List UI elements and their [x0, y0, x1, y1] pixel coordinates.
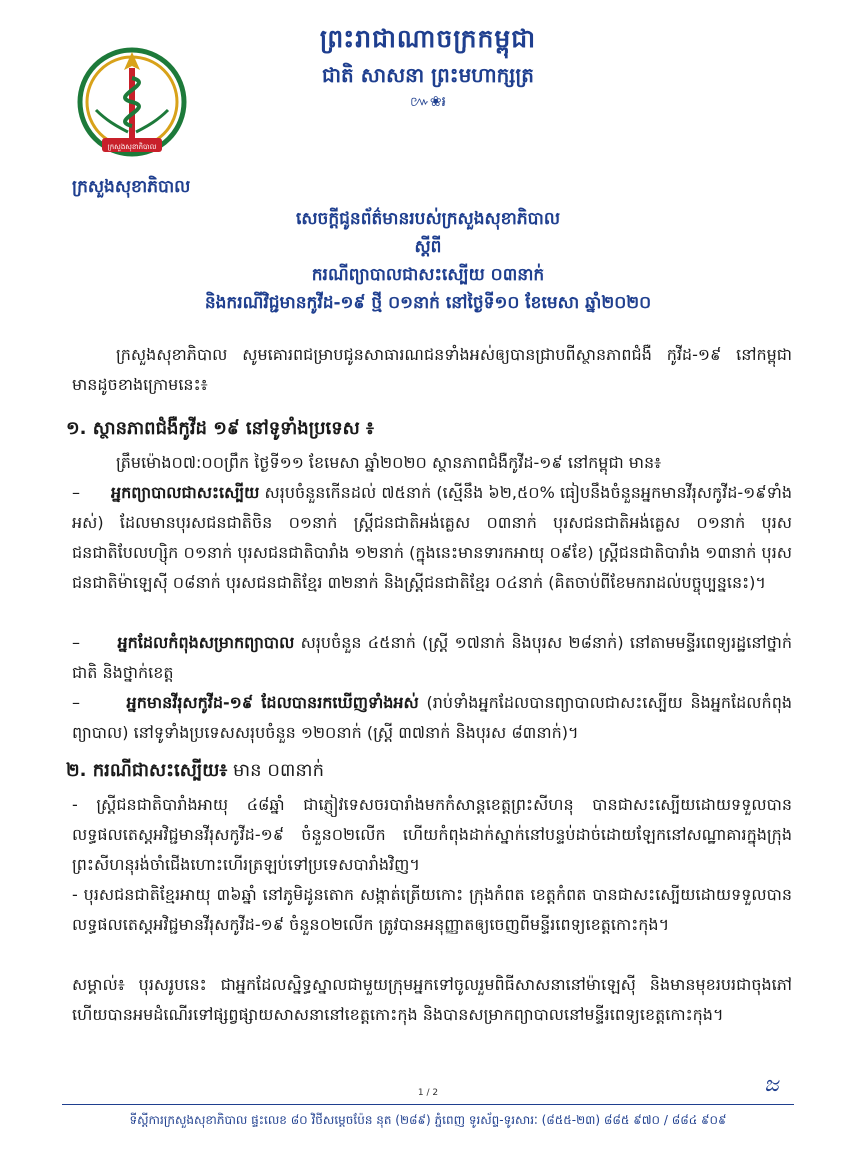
- bullet-recovered-label: អ្នកព្យាបាលជាសះស្បើយ: [110, 483, 260, 502]
- page-number: 1 / 2: [417, 1088, 439, 1098]
- title-regarding: ស្តីពី: [414, 237, 442, 257]
- footer-address: ទីស្តីការក្រសួងសុខាភិបាល ផ្ទះលេខ ៨០ វិថីសម្តេចប៉ែន នុត (២៨៩) ភ្នំពេញ ទូរស័ព្ទ-ទូរសារៈ (៨៥៥-២៣) ៨៨៥ ៩៧០ / ៨៨៤ ៩០៩: [129, 1113, 727, 1127]
- section1-heading: ១. ស្ថានភាពជំងឺកូវីដ ១៩ នៅទូទាំងប្រទេស ៖: [66, 418, 374, 439]
- header-ornament: ៚❀៛: [410, 94, 446, 110]
- ministry-logo: [76, 40, 188, 168]
- footer-divider: [62, 1104, 794, 1105]
- bullet-in-treatment-text: សរុបចំនួន ៤៥នាក់ (ស្ត្រី ១៧នាក់ និងបុរស ២៨នាក់) នៅតាមមន្ទីរពេទ្យរដ្ឋនៅថ្នាក់ជាតិ និងថ្នាក់ខេត្ត: [72, 633, 793, 682]
- kingdom-title: ព្រះរាជាណាចក្រកម្ពុជា: [319, 24, 537, 53]
- bullet-total-cases: [72, 688, 792, 748]
- case-paragraph-2: - បុរសជនជាតិខ្មែរអាយុ ៣៦ឆ្នាំ នៅភូមិដូនតោក សង្កាត់ត្រើយកោះ ក្រុងកំពត ខេត្តកំពត បានជាសះស្បើយដោយទទួលបានលទ្ធផលតេស្តអវិជ្ជមានវីរុសកូវីដ-១៩ ចំនួន០២លើក ត្រូវបានអនុញ្ញាតឲ្យចេញពីមន្ទីរពេទ្យខេត្តកោះកុង។: [72, 885, 792, 934]
- title-subject-new-case: និងករណីវិជ្ជមានកូវីដ-១៩ ថ្មី ០១នាក់ នៅថ្ងៃទី១០ ខែមេសា ឆ្នាំ២០២០: [204, 293, 652, 313]
- bullet-total-cases-text: (រាប់ទាំងអ្នកដែលបានព្យាបាលជាសះស្បើយ និងអ្នកដែលកំពុងព្យាបាល) នៅទូទាំងប្រទេសសរុបចំនួន ១២០នាក់ (ស្ត្រី ៣៧នាក់ និងបុរស ៨៣នាក់)។: [72, 693, 793, 742]
- bullet-dash: –: [72, 693, 80, 712]
- press-release-title: សេចក្តីជូនព័ត៌មានរបស់ក្រសួងសុខាភិបាល: [295, 209, 561, 229]
- national-motto: ជាតិ សាសនា ព្រះមហាក្សត្រ: [322, 63, 534, 87]
- section2-heading: [66, 758, 324, 785]
- title-subject-recovered: ករណីព្យាបាលជាសះស្បើយ ០៣នាក់: [311, 265, 545, 285]
- section1-lead: ត្រឹមម៉ោង០៧:០០ព្រឹក ថ្ងៃទី១១ ខែមេសា ឆ្នាំ២០២០ ស្ថានភាពជំងឺកូវីដ-១៩ នៅកម្ពុជា មាន៖: [116, 453, 662, 472]
- bullet-in-treatment-label: អ្នកដែលកំពុងសម្រាកព្យាបាល: [117, 633, 295, 652]
- bullet-dash: –: [72, 483, 80, 502]
- logo-caption: ក្រសួងសុខាភិបាល: [107, 143, 157, 151]
- case-paragraph-1: - ស្ត្រីជនជាតិបារាំងអាយុ ៤៨ឆ្នាំ ជាភ្ញៀវទេសចរបារាំងមកកំសាន្តខេត្តព្រះសីហនុ បានជាសះស្បើយដោយទទួលបានលទ្ធផលតេស្តអវិជ្ជមានវីរុសកូវីដ-១៩ ចំនួន០២លើក ហើយកំពុងដាក់ស្នាក់នៅបន្ទប់ដាច់ដោយឡែកនៅសណ្ឋាគារក្នុងក្រុងព្រះសីហនុរង់ចាំជើងហោះហើរត្រឡប់ទៅប្រទេសបារាំងវិញ។: [72, 795, 792, 874]
- section2-heading-label: ២. ករណីជាសះស្បើយ៖: [66, 760, 228, 781]
- case-note: សម្គាល់៖ បុរសរូបនេះ ជាអ្នកដែលស្និទ្ធស្នាលជាមួយក្រុមអ្នកទៅចូលរួមពិធីសាសនានៅម៉ាឡេស៊ី និងមានមុខរបរជាចុងភៅ ហើយបានអមដំណើរទៅផ្សព្វផ្សាយសាសនានៅខេត្តកោះកុង និងបានសម្រាកព្យាបាលនៅមន្ទីរពេទ្យខេត្តកោះកុង។: [72, 975, 792, 1024]
- initial-signature: ಜ: [764, 1072, 779, 1097]
- bullet-total-cases-label: អ្នកមានវីរុសកូវីដ-១៩ ដែលបានរកឃើញទាំងអស់: [126, 693, 419, 712]
- bullet-recovered: [72, 478, 792, 598]
- bullet-dash: –: [72, 633, 80, 652]
- intro-paragraph: ក្រសួងសុខាភិបាល សូមគោរពជម្រាបជូនសាធារណជនទាំងអស់ឲ្យបានជ្រាបពីស្ថានភាពជំងឺ កូវីដ-១៩ នៅកម្ពុជា មានដូចខាងក្រោមនេះ៖: [72, 345, 792, 394]
- bullet-recovered-text: សរុបចំនួនកើនដល់ ៧៥នាក់ (ស្មើនឹង ៦២,៥០% ធៀបនឹងចំនួនអ្នកមានវីរុសកូវីដ-១៩ទាំងអស់) ដែលមានបុរសជនជាតិចិន ០១នាក់ ស្ត្រីជនជាតិអង់គ្លេស ០៣នាក់ បុរសជនជាតិអង់គ្លេស ០១នាក់ បុរសជនជាតិបែលហ្ស៊ិក ០១នាក់ បុរសជនជាតិបារាំង ១២នាក់ (ក្នុងនេះមានទារកអាយុ ០៩ខែ) ស្ត្រីជនជាតិបារាំង ១៣នាក់ បុរសជនជាតិម៉ាឡេស៊ី ០៨នាក់ បុរសជនជាតិខ្មែរ ៣២នាក់ និងស្ត្រីជនជាតិខ្មែរ ០៤នាក់ (គិតចាប់ពីខែមករាដល់បច្ចុប្បន្ននេះ)។: [72, 483, 793, 592]
- section2-heading-count: មាន ០៣នាក់: [227, 760, 324, 781]
- bullet-in-treatment: [72, 628, 792, 688]
- ministry-name: ក្រសួងសុខាភិបាល: [72, 177, 191, 197]
